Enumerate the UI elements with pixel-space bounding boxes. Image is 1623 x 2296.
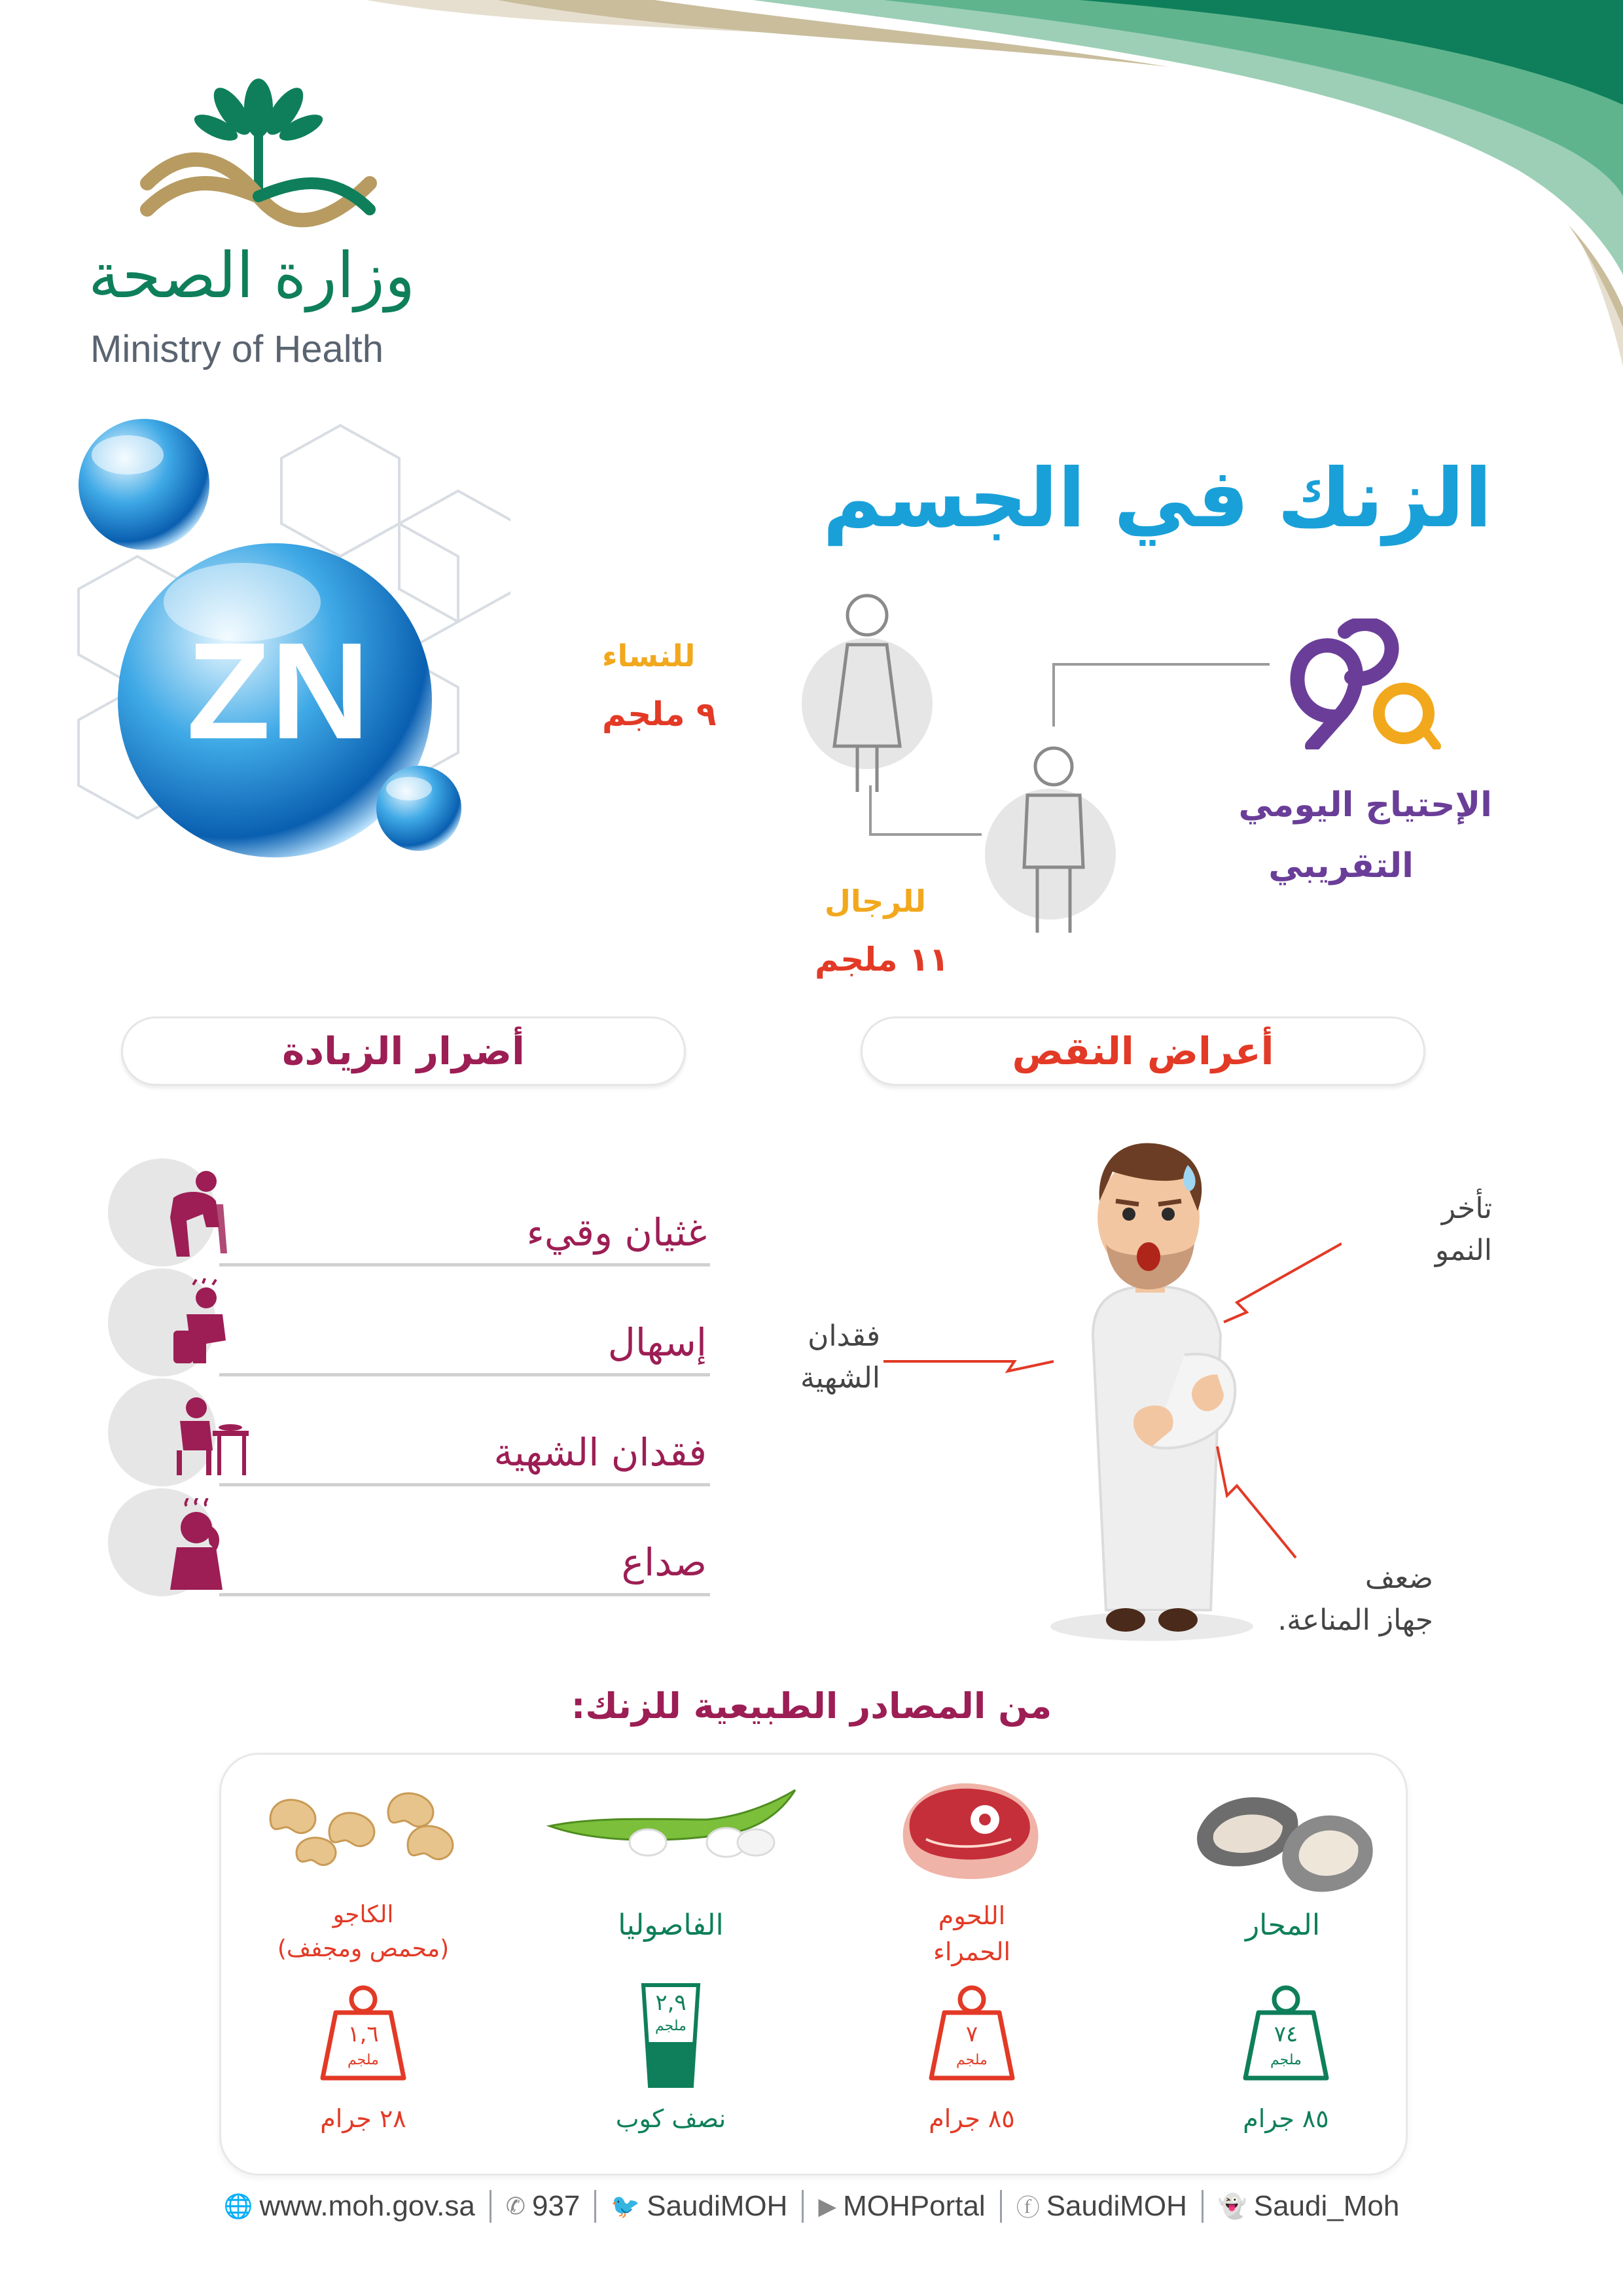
footer-snapchat[interactable] xyxy=(1218,2190,1399,2223)
men-value: ١١ ملجم xyxy=(815,941,950,978)
symptom-growth-line2: النمو xyxy=(1435,1233,1492,1267)
women-label: للنساء xyxy=(602,638,696,673)
zinc-symbol: ZN xyxy=(187,614,370,768)
logo-english-text: Ministry of Health xyxy=(90,328,384,370)
snapchat-icon: 👻 xyxy=(1217,2192,1247,2219)
weight-value: ٧٤ xyxy=(1274,2021,1298,2047)
men-label: للرجال xyxy=(825,884,927,919)
woman-icon xyxy=(821,589,913,798)
daily-need-label: الإحتياج اليومي xyxy=(1238,785,1492,825)
food-name-line: اللحوم xyxy=(938,1901,1006,1930)
women-value: ٩ ملجم xyxy=(602,695,717,733)
harm-divider xyxy=(219,1593,710,1596)
red-meat-icon xyxy=(893,1767,1050,1892)
symptom-immunity-line1: ضعف xyxy=(1364,1562,1433,1595)
facebook-icon: ⓕ xyxy=(1016,2194,1040,2221)
weight-unit: ملجم xyxy=(956,2052,988,2068)
harm-label: صداع xyxy=(621,1540,707,1585)
weight-value: ١,٦ xyxy=(348,2021,379,2047)
symptom-appetite xyxy=(800,1316,880,1399)
male-female-symbol-icon xyxy=(1286,619,1443,749)
harm-row xyxy=(108,1268,710,1376)
no-appetite-person-icon xyxy=(157,1391,249,1477)
footer-website-text: www.moh.gov.sa xyxy=(259,2189,475,2222)
food-name-meat xyxy=(890,1898,1054,1970)
harm-divider xyxy=(219,1263,710,1266)
sources-title: من المصادر الطبيعية للزنك: xyxy=(571,1685,1052,1727)
oyster-icon xyxy=(1185,1774,1381,1898)
footer-twitter[interactable] xyxy=(611,2190,787,2223)
weight-unit: ملجم xyxy=(655,2018,687,2034)
weight-unit: ملجم xyxy=(1270,2052,1302,2068)
food-amount: ٢٨ جرام xyxy=(320,2104,406,2133)
globe-icon: 🌐 xyxy=(223,2192,253,2219)
youtube-icon: ▶ xyxy=(818,2192,837,2219)
symptom-appetite-line2: الشهية xyxy=(800,1361,880,1395)
footer-separator xyxy=(1000,2190,1002,2223)
page-title: الزنك في الجسم xyxy=(822,452,1492,546)
palm-swords-icon xyxy=(134,72,383,236)
harm-row xyxy=(108,1488,710,1596)
food-amount: ٨٥ جرام xyxy=(1243,2104,1329,2133)
phone-icon: ✆ xyxy=(505,2192,526,2219)
deficiency-header: أعراض النقص xyxy=(861,1016,1425,1086)
beans-icon xyxy=(543,1780,798,1872)
symptom-immunity-line2: جهاز المناعة. xyxy=(1277,1603,1433,1637)
footer-contact-bar xyxy=(0,2189,1623,2223)
footer-twitter-text: SaudiMOH xyxy=(647,2189,788,2222)
excess-header: أضرار الزيادة xyxy=(121,1016,686,1086)
symptom-growth xyxy=(1435,1188,1492,1272)
harm-divider xyxy=(219,1483,710,1486)
symptom-growth-line1: تأخر xyxy=(1441,1192,1492,1225)
harm-row xyxy=(108,1378,710,1486)
symptom-pointers xyxy=(870,1230,1342,1571)
harm-label: إسهال xyxy=(607,1320,707,1365)
food-name-oyster xyxy=(1201,1905,1364,1946)
logo-arabic-text: وزارة الصحة xyxy=(88,239,416,312)
footer-youtube-text: MOHPortal xyxy=(843,2189,986,2222)
harm-label: فقدان الشهية xyxy=(493,1430,707,1475)
food-name-line: (محمص ومجفف) xyxy=(277,1935,450,1963)
harm-label: غثيان وقيء xyxy=(526,1210,707,1255)
food-name-beans xyxy=(589,1905,753,1946)
man-icon xyxy=(1008,743,1099,939)
footer-youtube[interactable] xyxy=(818,2190,985,2223)
food-name-line: الكاجو xyxy=(332,1901,394,1928)
vomiting-person-icon xyxy=(160,1168,232,1260)
toilet-person-icon xyxy=(160,1278,239,1370)
symptom-appetite-line1: فقدان xyxy=(808,1319,880,1353)
footer-snapchat-text: Saudi_Moh xyxy=(1253,2189,1400,2222)
food-amount: ٨٥ جرام xyxy=(929,2104,1015,2133)
twitter-icon: 🐦 xyxy=(611,2192,641,2219)
daily-need-label-2: التقريبي xyxy=(1268,846,1414,886)
footer-separator xyxy=(1202,2190,1204,2223)
footer-separator xyxy=(594,2190,596,2223)
symptom-immunity xyxy=(1277,1558,1433,1641)
weight-unit: ملجم xyxy=(348,2052,379,2068)
food-name-line: الفاصوليا xyxy=(618,1909,724,1942)
food-name-line: الحمراء xyxy=(933,1937,1011,1967)
headache-person-icon xyxy=(160,1498,232,1590)
footer-facebook-text: SaudiMOH xyxy=(1046,2189,1187,2222)
food-name-cashew xyxy=(262,1898,465,1966)
food-amount: نصف كوب xyxy=(615,2104,726,2133)
footer-facebook[interactable] xyxy=(1016,2189,1187,2223)
footer-separator xyxy=(490,2190,491,2223)
weight-value: ٢,٩ xyxy=(655,1990,687,2016)
footer-phone-text: 937 xyxy=(531,2189,580,2222)
footer-website[interactable] xyxy=(224,2190,475,2223)
footer-separator xyxy=(802,2190,804,2223)
footer-phone[interactable] xyxy=(506,2190,580,2223)
harm-row xyxy=(108,1158,710,1266)
food-name-line: المحار xyxy=(1245,1909,1321,1942)
weight-value: ٧ xyxy=(965,2021,978,2047)
cashew-icon xyxy=(259,1780,461,1878)
harm-divider xyxy=(219,1373,710,1376)
